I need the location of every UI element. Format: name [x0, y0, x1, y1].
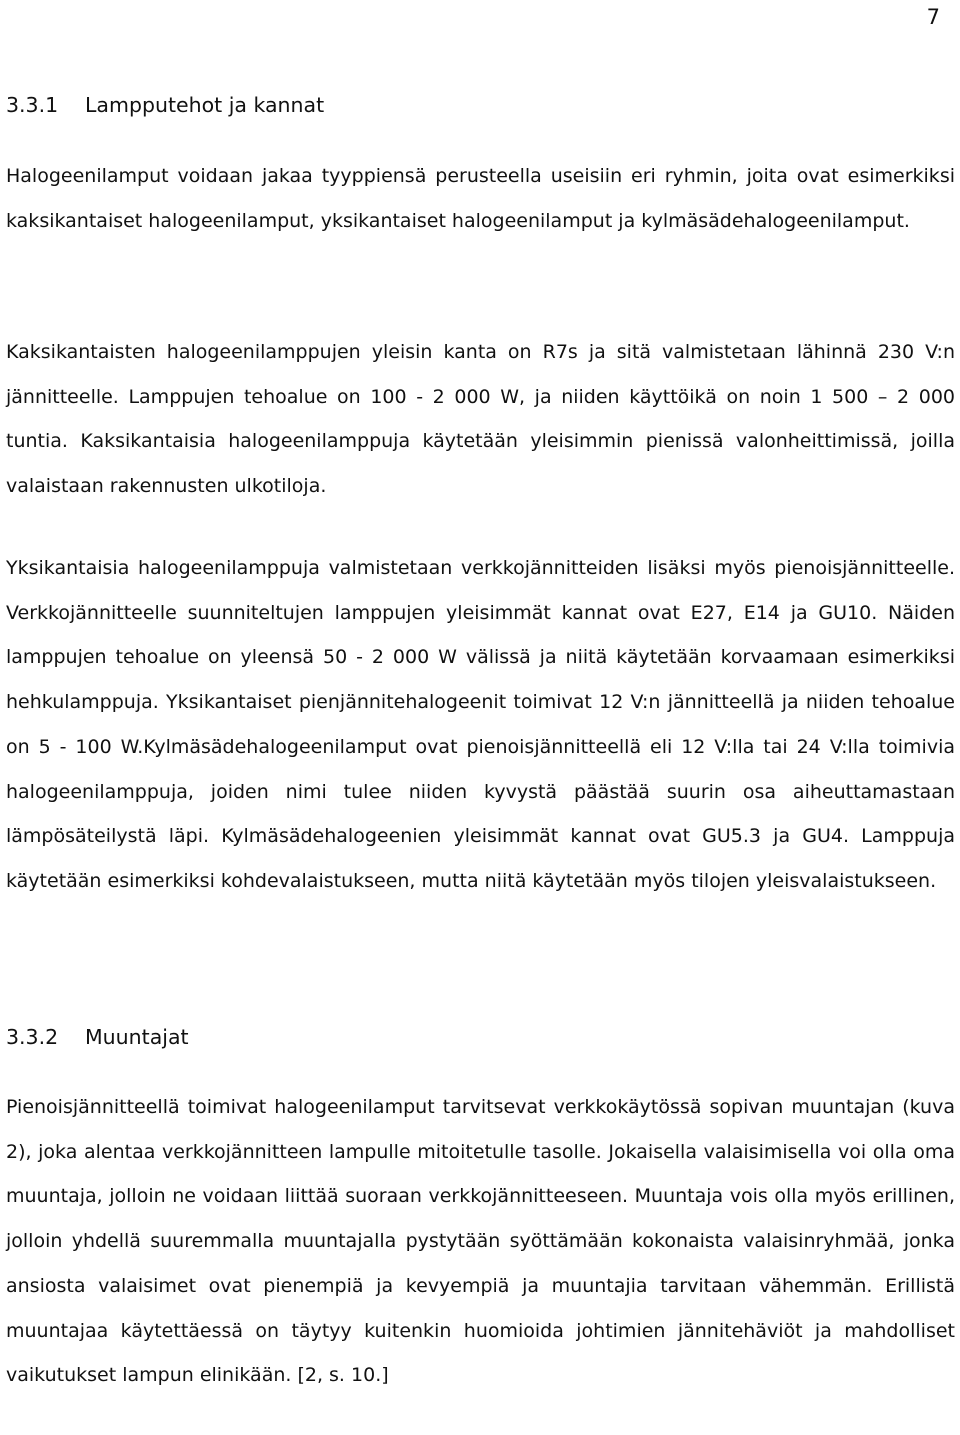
paragraph-single-ended-lamps: Yksikantaisia halogeenilamppuja valmistetaan verkkojännitteiden lisäksi myös pienoisjännitteelle. Verkkojännitteelle suunniteltujen lamppujen yleisimmät kannat ovat E27, E14 ja GU10. Näiden lamppujen tehoalue on yleensä 50 - 2 000 W välissä ja niitä käytetään korvaamaan esimerkiksi hehkulamppuja. Yksikantaiset pienjännitehalogeenit toimivat 12 V:n jännitteellä ja niiden tehoalue on 5 - 100 W.Kylmäsädehalogeenilamput ovat pienoisjännitteellä eli 12 V:lla tai 24 V:lla toimivia halogeenilamppuja, joiden nimi tulee niiden kyvystä päästää suurin osa aiheuttamastaan lämpösäteilystä läpi. Kylmäsädehalogeenien yleisimmät kannat ovat GU5.3 ja GU4. Lamppuja käytetään esimerkiksi kohdevalaistukseen, mutta niitä käytetään myös tilojen yleisvalaistukseen.: [6, 557, 955, 892]
section-heading-3-3-1: [6, 88, 324, 122]
page-number: 7: [926, 5, 940, 29]
paragraph-transformers: Pienoisjännitteellä toimivat halogeenilamput tarvitsevat verkkokäytössä sopivan muuntajan (kuva 2), joka alentaa verkkojännitteen lampulle mitoitetulle tasolle. Jokaisella valaisimisella voi olla oma muuntaja, jolloin ne voidaan liittää suoraan verkkojännitteeseen. Muuntaja vois olla myös erillinen, jolloin yhdellä suuremmalla muuntajalla pystytään syöttämään kokonaista valaisinryhmää, jonka ansiosta valaisimet ovat pienempiä ja kevyempiä ja muuntajia tarvitaan vähemmän. Erillistä muuntajaa käytettäessä on täytyy kuitenkin huomioida johtimien jännitehäviöt ja mahdolliset vaikutukset lampun elinikään. [2, s. 10.]: [6, 1096, 955, 1387]
section-number: 3.3.1: [6, 93, 59, 117]
section-title: Lampputehot ja kannat: [85, 93, 325, 117]
section-number: 3.3.2: [6, 1025, 59, 1049]
paragraph-halogen-types: Halogeenilamput voidaan jakaa tyyppiensä perusteella useisiin eri ryhmin, joita ovat esimerkiksi kaksikantaiset halogeenilamput, yksikantaiset halogeenilamput ja kylmäsädehalogeenilamput.: [6, 165, 955, 232]
paragraph-double-ended-lamps: Kaksikantaisten halogeenilamppujen yleisin kanta on R7s ja sitä valmistetaan lähinnä 230 V:n jännitteelle. Lamppujen tehoalue on 100 - 2 000 W, ja niiden käyttöikä on noin 1 500 – 2 000 tuntia. Kaksikantaisia halogeenilamppuja käytetään yleisimmin pienissä valonheittimissä, joilla valaistaan rakennusten ulkotiloja.: [6, 341, 955, 498]
section-heading-3-3-2: [6, 1020, 189, 1054]
section-title: Muuntajat: [85, 1025, 189, 1049]
